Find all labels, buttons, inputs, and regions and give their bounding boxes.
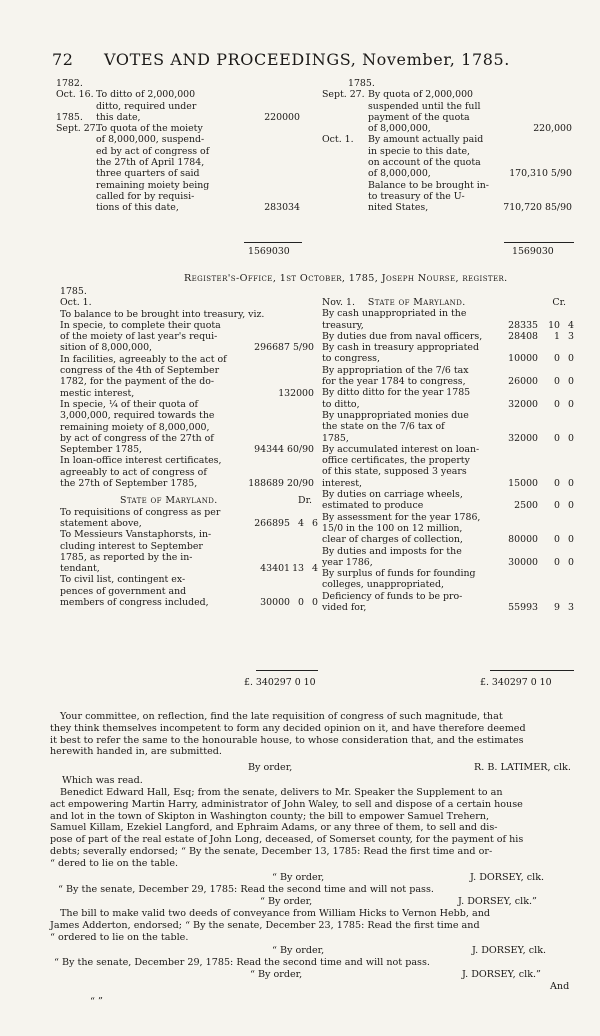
year-1782: 1782. (56, 78, 83, 89)
statement-row (60, 331, 318, 342)
statement-text: members of congress included, (60, 597, 209, 609)
top-left-account (56, 78, 306, 214)
statement-row (322, 478, 574, 489)
clerk-2: J. DORSEY, clk.” (458, 896, 537, 907)
account-amount: 170,310 5/90 (509, 168, 572, 180)
left-total: £. 340297 0 10 (244, 677, 316, 688)
statement-pence: 0 (312, 597, 318, 609)
statement-text: estimated to produce (322, 500, 424, 512)
right-total-rule (490, 670, 574, 671)
account-row (56, 123, 306, 134)
top-right-account (322, 78, 572, 214)
statement-text: By unappropriated monies due (322, 409, 469, 421)
account-row (56, 101, 306, 112)
account-row (56, 112, 306, 123)
statement-shillings: 4 (298, 517, 304, 529)
account-row (322, 123, 572, 134)
top-left-total: 1569030 (248, 246, 290, 257)
account-text: payment of the quota (368, 111, 470, 123)
account-row (322, 134, 572, 145)
statement-text: By appropriation of the 7/6 tax (322, 364, 469, 376)
account-text: nited States, (368, 202, 429, 214)
statement-row (60, 597, 318, 608)
by-order-4: “ By order, (250, 969, 303, 980)
cr-label: Cr. (552, 297, 566, 308)
statement-amount: 80000 (508, 534, 538, 546)
statement-row (60, 342, 318, 353)
statement-text: In loan-office interest certificates, (60, 455, 222, 467)
statement-text: congress of the 4th of September (60, 365, 220, 377)
statement-row (60, 563, 318, 574)
statement-row (322, 455, 574, 466)
account-text: ed by act of congress of (96, 145, 210, 157)
statement-text: By duties on carriage wheels, (322, 489, 463, 501)
account-row (322, 191, 572, 202)
account-text: the 27th of April 1784, (96, 157, 205, 169)
statement-row (60, 552, 318, 563)
page-title: VOTES AND PROCEEDINGS, November, 1785. (104, 50, 510, 69)
statement-text: of the moiety of last year's requi- (60, 331, 218, 343)
text-line: Benedict Edward Hall, Esq; from the senate, delivers to Mr. Speaker the Supplement to an (60, 787, 503, 798)
statement-amount: 55993 (508, 602, 538, 614)
by-order-1: “ By order, (272, 872, 325, 883)
clerk-3: J. DORSEY, clk. (472, 945, 547, 956)
account-text: Balance to be brought in- (368, 179, 489, 191)
statement-shillings: 1 (554, 330, 560, 342)
proceedings-para-1 (50, 787, 578, 870)
statement-pence: 4 (312, 563, 318, 575)
statement-text: September 1785, (60, 444, 143, 456)
statement-pence: 0 (568, 477, 574, 489)
account-date: Sept. 27. (322, 89, 365, 101)
statement-text: for the year 1784 to congress, (322, 376, 466, 388)
text-line: herewith handed in, are submitted. (50, 746, 222, 758)
statement-shillings: 0 (554, 477, 560, 489)
statement-amount: 266895 (254, 517, 290, 529)
statement-text: statement above, (60, 517, 142, 529)
statement-text: 1782, for the payment of the do- (60, 376, 215, 388)
page-number: 72 (52, 50, 74, 69)
statement-text: mestic interest, (60, 387, 135, 399)
statement-row (322, 433, 574, 444)
statement-shillings: 0 (554, 500, 560, 512)
account-row (56, 146, 306, 157)
statement-row (322, 342, 574, 353)
statement-text: In facilities, agreeably to the act of (60, 353, 227, 365)
statement-shillings: 0 (554, 353, 560, 365)
account-row (322, 112, 572, 123)
statement-shillings: 0 (298, 597, 304, 609)
statement-text: treasury, (322, 319, 364, 331)
statement-row (60, 574, 318, 585)
account-row (56, 168, 306, 179)
committee-signer: R. B. LATIMER, clk. (474, 762, 571, 773)
text-line: Your committee, on reflection, find the late requisition of congress of such magnitude, that (60, 711, 503, 722)
account-text: remaining moiety being (96, 179, 210, 191)
state-heading: State of Maryland. (120, 495, 218, 507)
statement-shillings: 0 (554, 534, 560, 546)
statement-shillings: 9 (554, 602, 560, 614)
account-text: of 8,000,000, suspend- (96, 134, 205, 146)
account-row (322, 146, 572, 157)
statement-pence: 0 (568, 432, 574, 444)
account-text: three quarters of said (96, 168, 200, 180)
statement-row (60, 410, 318, 421)
left-year: 1785. (60, 286, 87, 297)
statement-row (60, 444, 318, 455)
statement-row (322, 534, 574, 545)
statement-text: To requisitions of congress as per (60, 506, 221, 518)
statement-row (322, 489, 574, 500)
statement-row (60, 529, 318, 540)
statement-text: By ditto ditto for the year 1785 (322, 387, 471, 399)
proceedings-para-2 (50, 908, 578, 943)
statement-text: tendant, (60, 563, 100, 575)
statement-row (60, 354, 318, 365)
statement-text: the 27th of September 1785, (60, 478, 198, 490)
text-line: and lot in the town of Skipton in Washington county; the bill to empower Samuel Trehern, (50, 810, 490, 822)
statement-row (322, 387, 574, 398)
year-1785: 1785. (348, 78, 375, 89)
statement-text: In specie, ¼ of their quota of (60, 398, 198, 410)
account-text: this date, (96, 111, 141, 123)
statement-text: by act of congress of the 27th of (60, 432, 214, 444)
statement-amount: 2500 (514, 500, 538, 512)
statement-row (60, 376, 318, 387)
statement-pence: 0 (568, 534, 574, 546)
account-row (56, 89, 306, 100)
right-total: £. 340297 0 10 (480, 677, 552, 688)
account-text: By amount actually paid (368, 134, 484, 146)
account-text: To quota of the moiety (96, 123, 203, 135)
statement-text: the state on the 7/6 tax of (322, 421, 445, 433)
account-amount: 710,720 85/90 (503, 202, 572, 214)
account-row (56, 134, 306, 145)
statement-row (322, 331, 574, 342)
statement-text: of this state, supposed 3 years (322, 466, 467, 478)
statement-row (322, 444, 574, 455)
top-right-total-rule (504, 242, 574, 243)
statement-text: office certificates, the property (322, 455, 470, 467)
statement-amount: 10000 (508, 353, 538, 365)
statement-text: pences of government and (60, 585, 187, 597)
committee-by-order: By order, (248, 762, 293, 773)
account-text: To ditto of 2,000,000 (96, 89, 196, 101)
text-line: pose of part of the real estate of John Long, deceased, of Somerset county, for the payment of his (50, 834, 524, 846)
account-amount: 283034 (264, 202, 300, 214)
statement-pence: 0 (568, 353, 574, 365)
text-line: “ ordered to lie on the table. (50, 931, 189, 943)
right-heading-date: Nov. 1. (322, 297, 355, 308)
statement-text: To Messieurs Vanstaphorsts, in- (60, 529, 212, 541)
statement-row (322, 512, 574, 523)
statement-row (60, 518, 318, 529)
statement-text: By duties due from naval officers, (322, 330, 483, 342)
statement-row (322, 602, 574, 613)
account-row (56, 180, 306, 191)
statement-pence: 4 (568, 319, 574, 331)
account-row (322, 101, 572, 112)
account-row (56, 202, 306, 213)
account-date: Sept. 27. (56, 123, 99, 135)
state-heading-row (60, 495, 318, 506)
statement-row (60, 478, 318, 489)
left-total-rule (256, 670, 318, 671)
register-line: Register's-Office, 1st October, 1785, Joseph Nourse, register. (184, 273, 508, 284)
statement-amount: 94344 60/90 (254, 444, 314, 456)
statement-text: 1785, as reported by the in- (60, 551, 193, 563)
right-heading: State of Maryland. (367, 297, 466, 308)
account-row (322, 202, 572, 213)
statement-row (60, 433, 318, 444)
statement-text: vided for, (322, 602, 367, 614)
text-line: Samuel Killam, Ezekiel Langford, and Ephraim Adams, or any three of them, to sell and dis- (50, 822, 498, 834)
statement-text: cluding interest to September (60, 540, 203, 552)
statement-shillings: 0 (554, 376, 560, 388)
statement-pence: 0 (568, 500, 574, 512)
statement-row (60, 586, 318, 597)
statement-amount: 26000 (508, 376, 538, 388)
statement-text: By surplus of funds for founding (322, 568, 476, 580)
clerk-1: J. DORSEY, clk. (470, 872, 545, 883)
statement-text: To balance to be brought into treasury, viz. (60, 308, 265, 320)
statement-pence: 3 (568, 330, 574, 342)
statement-text: By cash in treasury appropriated (322, 342, 479, 354)
statement-row (322, 591, 574, 602)
text-line: act empowering Martin Harry, administrator of John Waley, to sell and dispose of a certain house (50, 798, 523, 810)
statement-row (322, 320, 574, 331)
statement-amount: 30000 (508, 556, 538, 568)
statement-text: In specie, to complete their quota (60, 319, 221, 331)
statement-pence: 0 (568, 376, 574, 388)
account-text: to treasury of the U- (368, 190, 465, 202)
account-row (322, 157, 572, 168)
statement-text: Deficiency of funds to be pro- (322, 590, 463, 602)
statement-row (322, 546, 574, 557)
statement-row (60, 541, 318, 552)
statement-row (60, 467, 318, 478)
statement-text: remaining moiety of 8,000,000, (60, 421, 210, 433)
signature-mark: “ ” (90, 996, 103, 1007)
statement-text: 15/0 in the 100 on 12 million, (322, 522, 463, 534)
text-line: “ dered to lie on the table. (50, 857, 179, 869)
account-row (56, 191, 306, 202)
account-amount: 220,000 (533, 123, 572, 135)
by-order-2: “ By order, (260, 896, 313, 907)
statement-text: year 1786, (322, 556, 373, 568)
statement-text: 1785, (322, 432, 349, 444)
statement-amount: 32000 (508, 398, 538, 410)
statement-row (60, 422, 318, 433)
second-reading-2: “ By the senate, December 29, 1785: Read the second time and will not pass. (54, 957, 430, 968)
statement-text: By duties and imposts for the (322, 545, 462, 557)
statement-row (322, 308, 574, 319)
statement-text: interest, (322, 477, 362, 489)
account-text: tions of this date, (96, 202, 179, 214)
statement-row (322, 421, 574, 432)
account-text: ditto, required under (96, 100, 197, 112)
which-was-read: Which was read. (62, 775, 143, 786)
account-amount: 220000 (264, 111, 300, 123)
text-line: it best to refer the same to the honourable house, to whose consideration that, and the estimates (50, 734, 524, 746)
right-statement (322, 297, 574, 613)
account-date: Oct. 16. (56, 89, 94, 101)
account-row (322, 180, 572, 191)
statement-row (322, 500, 574, 511)
statement-row (60, 455, 318, 466)
statement-row (322, 557, 574, 568)
statement-amount: 188689 20/90 (248, 478, 314, 490)
statement-amount: 28335 (508, 319, 538, 331)
statement-text: By assessment for the year 1786, (322, 511, 481, 523)
statement-row (60, 320, 318, 331)
account-row (322, 89, 572, 100)
committee-text (50, 711, 578, 758)
top-right-total: 1569030 (512, 246, 554, 257)
statement-amount: 132000 (278, 387, 314, 399)
statement-amount: 30000 (260, 597, 290, 609)
account-date: Oct. 1. (322, 134, 354, 146)
account-text: By quota of 2,000,000 (368, 89, 473, 101)
statement-pence: 6 (312, 517, 318, 529)
left-date: Oct. 1. (60, 297, 92, 309)
statement-amount: 15000 (508, 477, 538, 489)
statement-row (60, 388, 318, 399)
statement-row (322, 523, 574, 534)
statement-amount: 28408 (508, 330, 538, 342)
statement-text: To civil list, contingent ex- (60, 574, 186, 586)
by-order-3: “ By order, (272, 945, 325, 956)
statement-text: By accumulated interest on loan- (322, 443, 480, 455)
statement-shillings: 0 (554, 556, 560, 568)
text-line: they think themselves incompetent to form any decided opinion on it, and have therefore deemed (50, 722, 526, 734)
statement-pence: 0 (568, 398, 574, 410)
clerk-4: J. DORSEY, clk.” (462, 969, 541, 980)
account-text: called for by requisi- (96, 190, 195, 202)
statement-row (322, 466, 574, 477)
statement-shillings: 0 (554, 432, 560, 444)
statement-row (322, 376, 574, 387)
statement-text: clear of charges of collection, (322, 534, 463, 546)
second-reading-1: “ By the senate, December 29, 1785: Read the second time and will not pass. (58, 884, 434, 895)
dr-label: Dr. (298, 495, 312, 507)
statement-amount: 43401 (260, 563, 290, 575)
statement-row (322, 365, 574, 376)
statement-pence: 0 (568, 556, 574, 568)
statement-row (322, 353, 574, 364)
statement-text: to ditto, (322, 398, 360, 410)
account-text: of 8,000,000, (368, 123, 431, 135)
account-text: in specie to this date, (368, 145, 471, 157)
statement-row (322, 399, 574, 410)
statement-row (60, 507, 318, 518)
statement-row (60, 365, 318, 376)
statement-row (322, 410, 574, 421)
statement-shillings: 10 (548, 319, 560, 331)
catchword: And (550, 981, 570, 992)
statement-row (60, 399, 318, 410)
account-row (56, 157, 306, 168)
statement-text: colleges, unappropriated, (322, 579, 444, 591)
statement-shillings: 0 (554, 398, 560, 410)
statement-text: to congress, (322, 353, 380, 365)
left-statement (60, 286, 318, 608)
account-text: of 8,000,000, (368, 168, 431, 180)
statement-row (322, 568, 574, 579)
top-left-total-rule (244, 242, 302, 243)
statement-text: agreeably to act of congress of (60, 466, 207, 478)
right-heading-row (322, 297, 574, 308)
statement-text: sition of 8,000,000, (60, 342, 153, 354)
statement-pence: 3 (568, 602, 574, 614)
text-line: James Adderton, endorsed; “ By the senate, December 23, 1785: Read the first time and (50, 919, 480, 931)
text-line: debts; severally endorsed; “ By the senate, December 13, 1785: Read the first time and or- (50, 845, 493, 857)
statement-text: By cash unappropriated in the (322, 308, 467, 320)
statement-amount: 296687 5/90 (254, 342, 314, 354)
statement-amount: 32000 (508, 432, 538, 444)
text-line: The bill to make valid two deeds of conveyance from William Hicks to Vernon Hebb, and (60, 908, 491, 919)
statement-shillings: 13 (292, 563, 304, 575)
statement-row (60, 309, 318, 320)
account-text: suspended until the full (368, 100, 481, 112)
account-date: 1785. (56, 111, 83, 123)
account-row (322, 168, 572, 179)
statement-row (322, 579, 574, 590)
account-text: on account of the quota (368, 157, 481, 169)
statement-text: 3,000,000, required towards the (60, 410, 215, 422)
